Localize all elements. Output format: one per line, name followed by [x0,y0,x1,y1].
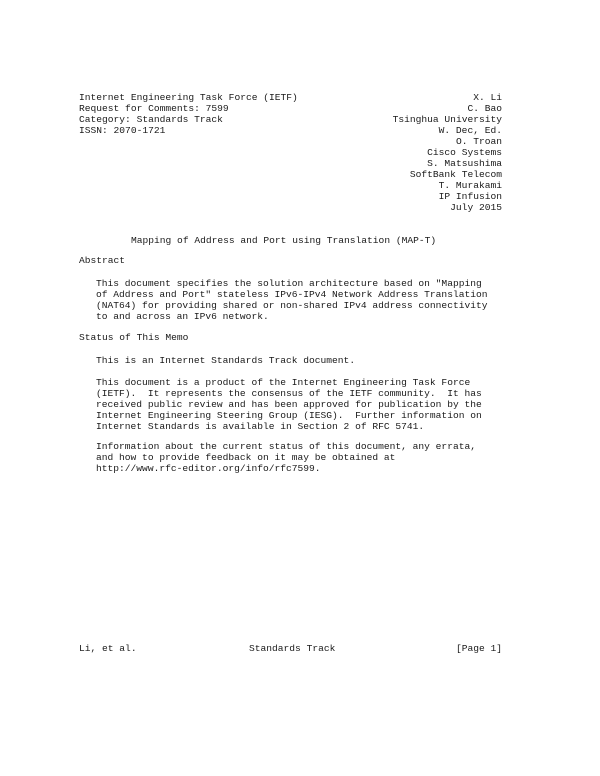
header-issn: ISSN: 2070-1721 [79,125,166,136]
author-line: T. Murakami [438,180,502,191]
rfc-info-link[interactable]: http://www.rfc-editor.org/info/rfc7599. [96,463,321,474]
author-line: S. Matsushima [427,158,502,169]
footer-authors: Li, et al. [79,643,137,654]
status-heading: Status of This Memo [79,332,189,343]
abstract-line: of Address and Port" stateless IPv6-IPv4 Network Address Translation [96,289,488,300]
footer-track: Standards Track [249,643,336,654]
abstract-line: to and across an IPv6 network. [96,311,269,322]
author-line: X. Li [473,92,502,103]
author-line: C. Bao [467,103,502,114]
author-affiliation: IP Infusion [438,191,502,202]
header-category: Category: Standards Track [79,114,223,125]
status-paragraph-line: Information about the current status of this document, any errata, [96,441,476,452]
author-line: O. Troan [455,136,502,147]
author-affiliation: Tsinghua University [392,114,502,125]
abstract-heading: Abstract [79,255,126,266]
header-organization: Internet Engineering Task Force (IETF) [79,92,298,103]
document-title: Mapping of Address and Port using Translation (MAP-T) [131,235,437,246]
status-paragraph-line: This is an Internet Standards Track document. [96,355,356,366]
author-affiliation: Cisco Systems [427,147,502,158]
footer-page-number: [Page 1] [455,643,502,654]
status-paragraph-line: and how to provide feedback on it may be obtained at [96,452,396,463]
header-rfc-number: Request for Comments: 7599 [79,103,229,114]
abstract-line: This document specifies the solution architecture based on "Mapping [96,278,482,289]
status-paragraph-line: Internet Engineering Steering Group (IESG). Further information on [96,410,482,421]
author-line: W. Dec, Ed. [438,125,502,136]
status-paragraph-line: received public review and has been approved for publication by the [96,399,482,410]
publication-date: July 2015 [450,202,502,213]
abstract-line: (NAT64) for providing shared or non-shared IPv4 address connectivity [96,300,488,311]
status-paragraph-line: This document is a product of the Internet Engineering Task Force [96,377,471,388]
status-paragraph-line: (IETF). It represents the consensus of the IETF community. It has [96,388,482,399]
author-affiliation: SoftBank Telecom [409,169,502,180]
status-paragraph-line: Internet Standards is available in Section 2 of RFC 5741. [96,421,425,432]
